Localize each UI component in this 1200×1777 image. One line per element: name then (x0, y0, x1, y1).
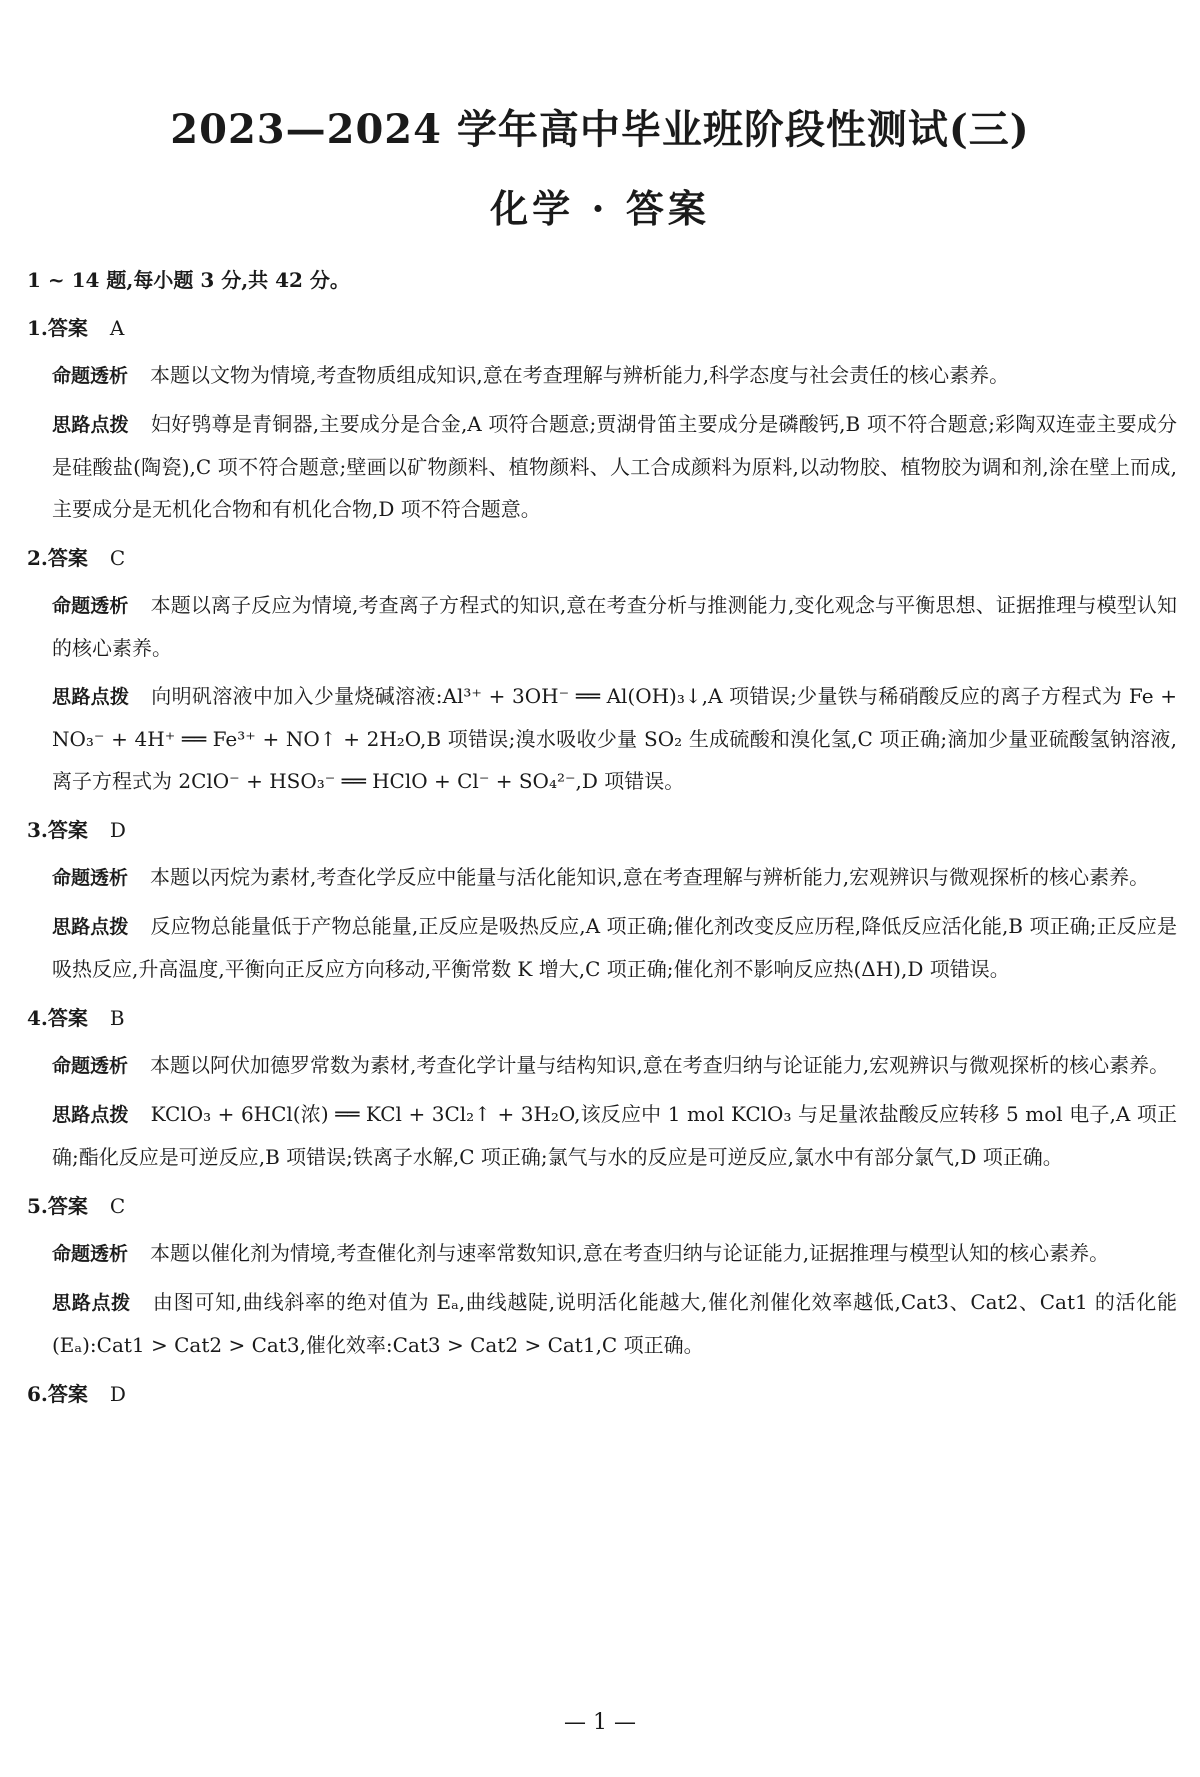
question-header (27, 998, 1177, 1038)
question-number: 6. (27, 1382, 48, 1406)
answer-label: 答案 (47, 1006, 88, 1030)
analysis-text: 本题以文物为情境,考查物质组成知识,意在考查理解与辨析能力,科学态度与社会责任的核心素养。 (150, 363, 1010, 387)
hint-text: 由图可知,曲线斜率的绝对值为 Eₐ,曲线越陡,说明活化能越大,催化剂催化效率越低,Cat3、Cat2、Cat1 的活化能(Eₐ):Cat1 > Cat2 > Cat3,催化效率:Cat3 > Cat2 > Cat1,C 项正确。 (52, 1290, 1177, 1357)
hint-paragraph (52, 403, 1177, 530)
answer-value: A (109, 316, 125, 340)
hint-label: 思路点拨 (52, 414, 129, 436)
analysis-text: 本题以丙烷为素材,考查化学反应中能量与活化能知识,意在考查理解与辨析能力,宏观辨识与微观探析的核心素养。 (150, 865, 1150, 889)
answer-label: 答案 (47, 546, 88, 570)
question-number: 4. (27, 1006, 48, 1030)
answer-value: C (109, 1194, 126, 1218)
answer-label: 答案 (47, 1382, 88, 1406)
scoring-intro: 1 ~ 14 题,每小题 3 分,共 42 分。 (27, 268, 350, 292)
question-number: 3. (27, 818, 48, 842)
answer-content (27, 260, 1177, 1414)
answer-value: C (109, 546, 126, 570)
hint-label: 思路点拨 (52, 916, 129, 938)
question-header (27, 308, 1177, 348)
analysis-label: 命题透析 (52, 365, 129, 387)
analysis-text: 本题以催化剂为情境,考查催化剂与速率常数知识,意在考查归纳与论证能力,证据推理与模型认知的核心素养。 (150, 1241, 1110, 1265)
question-header (27, 538, 1177, 578)
page-title: 2023—2024 学年高中毕业班阶段性测试(三) (170, 106, 1030, 153)
page-subtitle: 化学 · 答案 (490, 186, 710, 231)
hint-text: 向明矾溶液中加入少量烧碱溶液:Al³⁺ + 3OH⁻ ══ Al(OH)₃↓,A 项错误;少量铁与稀硝酸反应的离子方程式为 Fe + NO₃⁻ + 4H⁺ ══ Fe³⁺ + NO↑ + 2H₂O,B 项错误;溴水吸收少量 SO₂ 生成硫酸和溴化氢,C 项正确;滴加少量亚硫酸氢钠溶液,离子方程式为 2ClO⁻ + HSO₃⁻ ══ HClO + Cl⁻ + SO₄²⁻,D 项错误。 (52, 684, 1177, 793)
analysis-paragraph (52, 354, 1177, 397)
analysis-label: 命题透析 (52, 1055, 129, 1077)
hint-text: 妇好鸮尊是青铜器,主要成分是合金,A 项符合题意;贾湖骨笛主要成分是磷酸钙,B 项不符合题意;彩陶双连壶主要成分是硅酸盐(陶瓷),C 项不符合题意;壁画以矿物颜料、植物颜料、人工合成颜料为原料,以动物胶、植物胶为调和剂,涂在壁上而成,主要成分是无机化合物和有机化合物,D 项不符合题意。 (52, 412, 1177, 521)
answer-value: B (109, 1006, 125, 1030)
analysis-label: 命题透析 (52, 595, 129, 617)
page-number: — 1 — (564, 1710, 636, 1735)
answer-label: 答案 (47, 818, 88, 842)
hint-label: 思路点拨 (52, 686, 130, 708)
hint-paragraph (52, 905, 1177, 990)
hint-paragraph (52, 1093, 1177, 1178)
analysis-paragraph (52, 1044, 1177, 1087)
question-header (27, 1374, 1177, 1414)
hint-paragraph (52, 1281, 1177, 1366)
answer-label: 答案 (47, 316, 88, 340)
question-number: 2. (27, 546, 48, 570)
answer-value: D (109, 1382, 126, 1406)
hint-paragraph (52, 675, 1177, 802)
hint-label: 思路点拨 (52, 1292, 131, 1314)
analysis-label: 命题透析 (52, 1243, 129, 1265)
question-number: 5. (27, 1194, 48, 1218)
analysis-paragraph (52, 856, 1177, 899)
analysis-text: 本题以阿伏加德罗常数为素材,考查化学计量与结构知识,意在考查归纳与论证能力,宏观辨识与微观探析的核心素养。 (150, 1053, 1170, 1077)
hint-text: 反应物总能量低于产物总能量,正反应是吸热反应,A 项正确;催化剂改变反应历程,降低反应活化能,B 项正确;正反应是吸热反应,升高温度,平衡向正反应方向移动,平衡常数 K 增大,C 项正确;催化剂不影响反应热(ΔH),D 项错误。 (52, 914, 1177, 981)
analysis-text: 本题以离子反应为情境,考查离子方程式的知识,意在考查分析与推测能力,变化观念与平衡思想、证据推理与模型认知的核心素养。 (52, 593, 1177, 660)
answer-label: 答案 (47, 1194, 88, 1218)
analysis-label: 命题透析 (52, 867, 129, 889)
hint-text: KClO₃ + 6HCl(浓) ══ KCl + 3Cl₂↑ + 3H₂O,该反应中 1 mol KClO₃ 与足量浓盐酸反应转移 5 mol 电子,A 项正确;酯化反应是可逆反应,B 项错误;铁离子水解,C 项正确;氯气与水的反应是可逆反应,氯水中有部分氯气,D 项正确。 (52, 1102, 1177, 1169)
question-header (27, 810, 1177, 850)
answer-value: D (109, 818, 126, 842)
question-number: 1. (27, 316, 48, 340)
analysis-paragraph (52, 1232, 1177, 1275)
hint-label: 思路点拨 (52, 1104, 129, 1126)
analysis-paragraph (52, 584, 1177, 669)
question-header (27, 1186, 1177, 1226)
